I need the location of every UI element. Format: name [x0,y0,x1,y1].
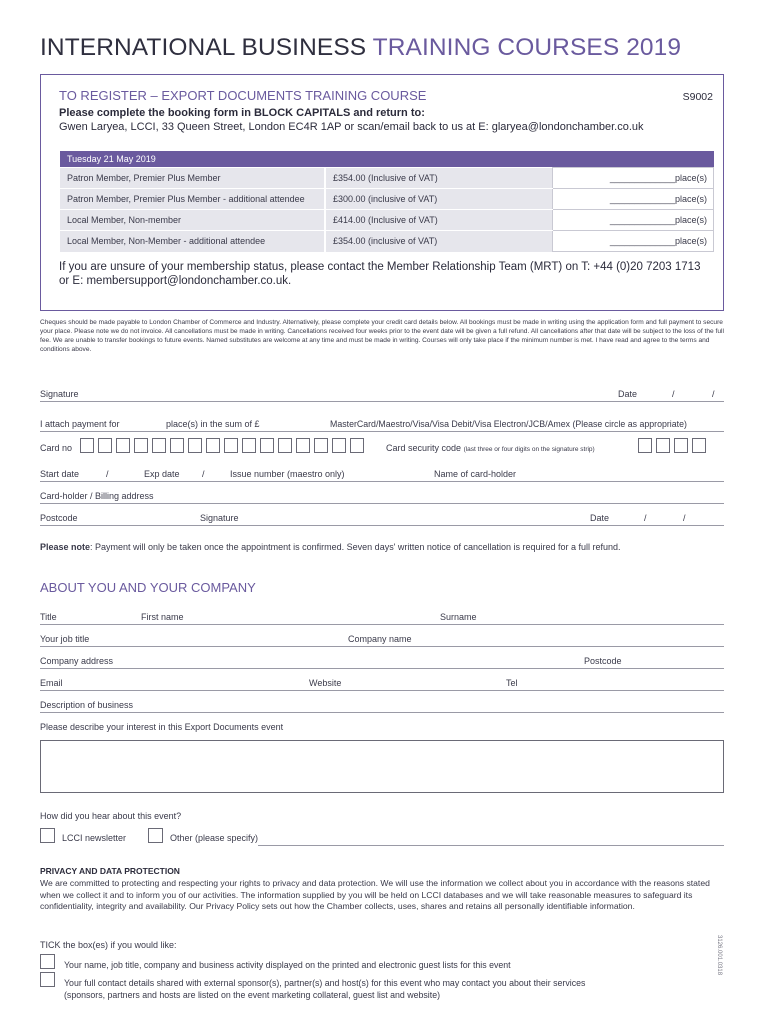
card-number-boxes [80,438,370,454]
digit-box[interactable] [188,438,202,453]
price-row [60,231,714,252]
digit-box[interactable] [152,438,166,453]
email-label: Email [40,678,63,688]
places-field[interactable]: _____________place(s) [552,189,714,210]
price-cell: £354.00 (Inclusive of VAT) [325,168,552,189]
business-description-field[interactable] [40,712,724,713]
contact-field[interactable] [40,690,724,691]
digit-box[interactable] [170,438,184,453]
newsletter-checkbox[interactable] [40,828,55,843]
course-date-bar: Tuesday 21 May 2019 [60,151,714,167]
other-checkbox[interactable] [148,828,163,843]
digit-box[interactable] [224,438,238,453]
digit-box[interactable] [98,438,112,453]
price-row [60,168,714,189]
please-note-text: : Payment will only be taken once the appointment is confirmed. Seven days' written notice of cancellation is required for a full refund. [90,542,621,552]
price-row [60,189,714,210]
date-slash: / [672,389,675,399]
interest-label: Please describe your interest in this Export Documents event [40,722,284,732]
share-contact-checkbox[interactable] [40,972,55,987]
date-slash: / [644,513,647,523]
date-slash: / [712,389,715,399]
membership-type: Local Member, Non-Member - additional attendee [60,231,325,252]
digit-box[interactable] [116,438,130,453]
digit-box[interactable] [260,438,274,453]
signature-field[interactable] [40,401,724,402]
privacy-body: We are committed to protecting and respecting your rights to privacy and data protection. We will use the information we collect about you in accordance with the reasons stated when we collect it and to inform you of our activities. The information supplied by you will be held on LCCI databases and we will take reasonable measures to safeguard its confidentiality, integrity and availability. Our Privacy Policy sets out how the Chamber collects, uses, shares and retains all personally identifiable information. [40,878,710,911]
please-note [40,542,621,552]
digit-box[interactable] [350,438,364,453]
digit-box[interactable] [674,438,688,453]
membership-type: Patron Member, Premier Plus Member [60,168,325,189]
card-holder-label: Name of card-holder [434,469,517,479]
payment-field[interactable] [40,431,724,432]
form-reference-code: 3126.001.0318 [716,935,722,976]
signature-label: Signature [40,389,79,399]
job-company-field[interactable] [40,646,724,647]
date-slash: / [683,513,686,523]
website-label: Website [309,678,342,688]
terms-small-print: Cheques should be made payable to London Chamber of Commerce and Industry. Alternatively, please complete your credit card details below. All bookings must be made in writing using the application form and full payment to secure your place. Please note we do not invoice. All cancellations must be made in writing. Cancellations received four weeks prior to the event date will be given a full refund. All cancellations after that date will be subject to the loss of the full fee. We are unable to transfer bookings to future events. Named substitutes are welcome at any time and must be made in writing. Courses will only take place if the minimum number is met. I have read and agree to the terms and conditions above. [40,319,724,353]
share-contact-option-line2: (sponsors, partners and hosts are listed on the event marketing collateral, guest list and website) [64,990,441,1000]
about-section-heading: ABOUT YOU AND YOUR COMPANY [40,580,256,595]
attach-payment-label: I attach payment for [40,419,120,429]
exp-date-slash: / [202,469,205,479]
digit-box[interactable] [242,438,256,453]
price-table [60,167,714,252]
booking-instruction: Please complete the booking form in BLOCK CAPITALS and return to: [59,107,425,119]
return-address: Gwen Laryea, LCCI, 33 Queen Street, London EC4R 1AP or scan/email back to us at E: glaryea@londonchamber.co.uk [59,121,644,133]
hear-about-label: How did you hear about this event? [40,811,182,821]
name-field[interactable] [40,624,724,625]
membership-type: Local Member, Non-member [60,210,325,231]
security-code-hint: (last three or four digits on the signature strip) [463,446,595,453]
start-date-label: Start date [40,469,80,479]
security-code-text: Card security code [386,443,462,453]
job-title-label: Your job title [40,634,90,644]
digit-box[interactable] [692,438,706,453]
course-code: S9002 [682,91,713,103]
company-postcode-label: Postcode [584,656,622,666]
interest-textarea[interactable] [40,740,724,793]
places-field[interactable]: _____________place(s) [552,231,714,252]
tick-instruction: TICK the box(es) if you would like: [40,940,177,950]
card-details-field[interactable] [40,481,724,482]
membership-note-line1: If you are unsure of your membership status, please contact the Member Relationship Team (MRT) on T: +44 (0)20 7203 1713 [59,261,701,273]
date-label-2: Date [590,513,610,523]
title-part-2: TRAINING COURSES 2019 [372,34,682,61]
registration-box [40,74,724,311]
digit-box[interactable] [638,438,652,453]
guest-list-checkbox[interactable] [40,954,55,969]
postcode-label: Postcode [40,513,78,523]
start-date-slash: / [106,469,109,479]
postcode-signature-field[interactable] [40,525,724,526]
price-cell: £414.00 (Inclusive of VAT) [325,210,552,231]
first-name-label: First name [141,612,184,622]
date-label: Date [618,389,638,399]
membership-type: Patron Member, Premier Plus Member - additional attendee [60,189,325,210]
digit-box[interactable] [314,438,328,453]
price-cell: £354.00 (inclusive of VAT) [325,231,552,252]
company-address-field[interactable] [40,668,724,669]
security-code-label [386,443,595,453]
surname-label: Surname [440,612,477,622]
billing-address-label: Card-holder / Billing address [40,491,154,501]
digit-box[interactable] [332,438,346,453]
exp-date-label: Exp date [144,469,180,479]
registration-heading: TO REGISTER – EXPORT DOCUMENTS TRAINING COURSE [59,88,427,103]
company-name-label: Company name [348,634,412,644]
page-title [40,34,681,62]
price-row [60,210,714,231]
digit-box[interactable] [278,438,292,453]
newsletter-label: LCCI newsletter [62,833,127,843]
other-label: Other (please specify) [170,833,259,843]
issue-number-label: Issue number (maestro only) [230,469,345,479]
title-part-1: INTERNATIONAL BUSINESS [40,34,373,61]
security-code-boxes [638,438,710,454]
membership-note-line2: or E: membersupport@londonchamber.co.uk. [59,275,292,287]
sum-label: place(s) in the sum of £ [166,419,260,429]
billing-address-field[interactable] [40,503,724,504]
price-cell: £300.00 (inclusive of VAT) [325,189,552,210]
guest-list-option: Your name, job title, company and business activity displayed on the printed and electronic guest lists for this event [64,960,511,970]
title-label: Title [40,612,57,622]
other-specify-field[interactable] [258,845,724,846]
digit-box[interactable] [296,438,310,453]
digit-box[interactable] [656,438,670,453]
places-field[interactable]: _____________place(s) [552,210,714,231]
digit-box[interactable] [80,438,94,453]
digit-box[interactable] [206,438,220,453]
card-number-label: Card no [40,443,73,453]
company-address-label: Company address [40,656,114,666]
please-note-label: Please note [40,542,91,552]
privacy-heading: PRIVACY AND DATA PROTECTION [40,866,180,876]
business-description-label: Description of business [40,700,134,710]
signature-label-2: Signature [200,513,239,523]
card-types-label: MasterCard/Maestro/Visa/Visa Debit/Visa Electron/JCB/Amex (Please circle as appropriate) [330,419,687,429]
share-contact-option-line1: Your full contact details shared with external sponsor(s), partner(s) and host(s) for this event who may contact you about their services [64,978,586,988]
tel-label: Tel [506,678,518,688]
digit-box[interactable] [134,438,148,453]
places-field[interactable]: _____________place(s) [552,168,714,189]
